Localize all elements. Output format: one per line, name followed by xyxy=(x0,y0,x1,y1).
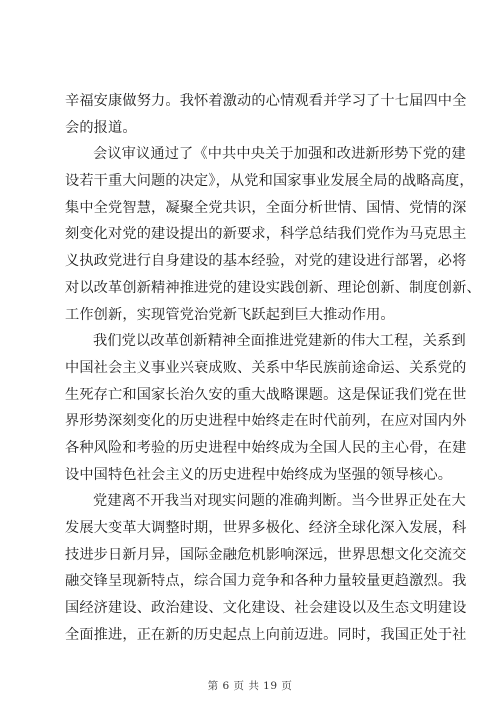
text-line: 生死存亡和国家长治久安的重大战略课题。这是保证我们党在世 xyxy=(65,386,467,403)
text-line: 党建离不开我当对现实问题的准确判断。当今世界正处在大 xyxy=(93,493,466,510)
text-line: 会的报道。 xyxy=(65,119,137,136)
text-line: 辛福安康做努力。我怀着激动的心情观看并学习了十七届四中全 xyxy=(65,93,467,109)
text-line: 各种风险和考验的历史进程中始终成为全国人民的主心骨，在建 xyxy=(65,439,467,456)
text-line: 融交锋呈现新特点，综合国力竞争和各种力量较量更趋激烈。我 xyxy=(65,573,467,590)
text-line: 会议审议通过了《中共中央关于加强和改进新形势下党的建 xyxy=(93,146,466,163)
text-line: 中国社会主义事业兴衰成败、关系中华民族前途命运、关系党的 xyxy=(65,359,467,376)
text-line: 全面推进，正在新的历史起点上向前迈进。同时，我国正处于社 xyxy=(65,626,467,643)
text-line: 设若干重大问题的决定》，从党和国家事业发展全局的战略高度， xyxy=(65,173,474,190)
text-line: 技进步日新月异，国际金融危机影响深远，世界思想文化交流交 xyxy=(65,546,467,563)
text-line: 工作创新，实现管党治党新飞跃起到巨大推动作用。 xyxy=(65,306,395,323)
text-line: 设中国特色社会主义的历史进程中始终成为坚强的领导核心。 xyxy=(65,466,453,483)
text-line: 国经济建设、政治建设、文化建设、社会建设以及生态文明建设 xyxy=(65,600,467,617)
text-line: 刻变化对党的建设提出的新要求，科学总结我们党作为马克思主 xyxy=(65,226,467,243)
body-text xyxy=(65,88,481,648)
page-footer: 第 6 页 共 19 页 xyxy=(207,680,293,692)
text-line: 界形势深刻变化的历史进程中始终走在时代前列，在应对国内外 xyxy=(65,413,467,430)
text-line: 我们党以改革创新精神全面推进党建新的伟大工程，关系到 xyxy=(93,333,466,350)
text-line: 发展大变革大调整时期，世界多极化、经济全球化深入发展，科 xyxy=(65,520,467,536)
text-line: 对以改革创新精神推进党的建设实践创新、理论创新、制度创新、 xyxy=(65,279,481,296)
text-line: 集中全党智慧，凝聚全党共识，全面分析世情、国情、党情的深 xyxy=(65,199,467,216)
text-line: 义执政党进行自身建设的基本经验，对党的建设进行部署，必将 xyxy=(65,253,467,270)
